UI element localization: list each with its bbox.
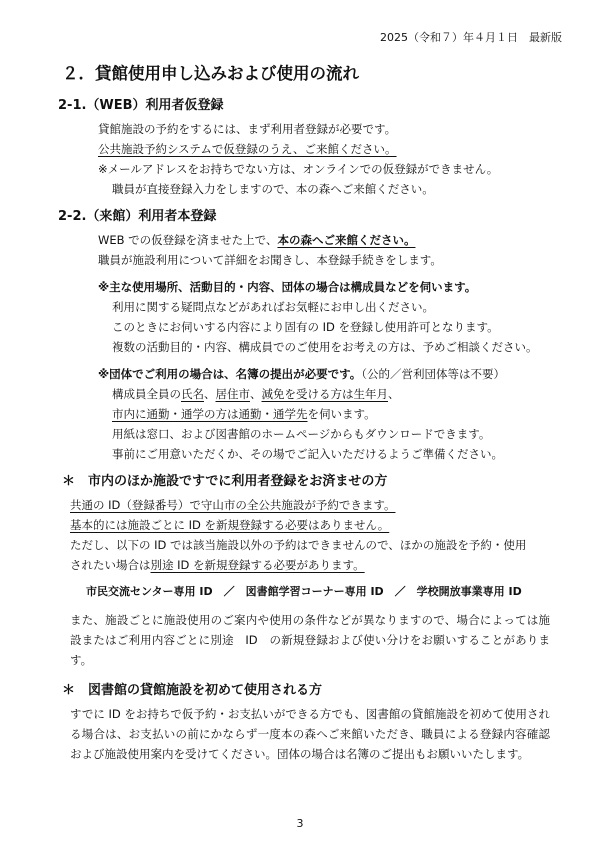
note2-title xyxy=(98,366,505,382)
note2-line1-c: 、 xyxy=(204,387,216,401)
note2-line2-rest: を伺います。 xyxy=(307,407,376,421)
other-facilities-line4 xyxy=(70,557,365,573)
other-facilities-line3: ただし、以下の ID では該当施設以外の予約はできませんので、ほかの施設を予約・使用 xyxy=(70,538,527,552)
section-2-2-line1-emphasis: 本の森へご来館ください。 xyxy=(277,233,416,247)
section-2-2-line1-text: WEB での仮登録を済ませた上で、 xyxy=(98,233,278,247)
note2-title-bold: ※団体でご利用の場合は、名簿の提出が必要です。 xyxy=(98,367,362,381)
dedicated-id-list: 市民交流センター専用 ID ／ 図書館学習コーナー専用 ID ／ 学校開放事業専用 ID xyxy=(86,585,522,598)
section-2-1-heading: 2-1.（WEB）利用者仮登録 xyxy=(58,98,224,113)
note2-line2-commute: 市内に通勤・通学の方は通勤・通学先 xyxy=(112,407,308,421)
note2-title-rest: （公的／営利団体等は不要） xyxy=(361,367,506,381)
note2-line1-g: 、 xyxy=(388,387,400,401)
note1-line3: 複数の活動目的・内容、構成員でのご使用をお考えの方は、予めご相談ください。 xyxy=(112,340,538,354)
note2-line2 xyxy=(112,406,376,422)
note2-line1-a: 構成員全員の xyxy=(112,387,181,401)
note1-title: ※主な使用場所、活動目的・内容、団体の場合は構成員などを伺います。 xyxy=(98,280,477,294)
note2-line1 xyxy=(112,386,400,402)
document-date: 2025（令和７）年４月１日 最新版 xyxy=(380,31,562,44)
page-number: 3 xyxy=(296,817,304,830)
first-time-heading: ＊ 図書館の貸館施設を初めて使用される方 xyxy=(62,683,323,698)
section-2-2-line1 xyxy=(98,232,415,248)
section-2-2-heading: 2-2.（来館）利用者本登録 xyxy=(58,209,217,224)
note2-line4: 事前にご用意いただくか、その場でご記入いただけるようご準備ください。 xyxy=(112,447,503,461)
note2-line3: 用紙は窓口、および図書館のホームページからもダウンロードできます。 xyxy=(112,427,491,441)
other-facilities-line4-a: されたい場合は xyxy=(70,558,151,572)
other-facilities-heading: ＊ 市内のほか施設ですでに利用者登録をお済ませの方 xyxy=(62,474,388,489)
note2-line1-e: 、 xyxy=(250,387,262,401)
note1-line1: 利用に関する疑問点などがあればお気軽にお申し出ください。 xyxy=(112,300,434,314)
other-facilities-line2: 基本的には施設ごとに ID を新規登録する必要はありません。 xyxy=(70,518,390,532)
note2-line1-name: 氏名 xyxy=(181,387,204,401)
other-facilities-line1: 共通の ID（登録番号）で守山市の全公共施設が予約できます。 xyxy=(70,498,396,512)
section-2-1-line2: 公共施設予約システムで仮登録のうえ、ご来館ください。 xyxy=(98,142,397,156)
note2-line1-birth: 減免を受ける方は生年月 xyxy=(261,387,388,401)
section-2-1-note: ※メールアドレスをお持ちでない方は、オンラインでの仮登録ができません。 xyxy=(98,162,499,176)
section-2-2-line2: 職員が施設利用について詳細をお聞きし、本登録手続きをします。 xyxy=(98,253,442,267)
note2-line1-city: 居住市 xyxy=(215,387,250,401)
note1-line2: このときにお伺いする内容により固有の ID を登録し使用許可となります。 xyxy=(112,320,499,334)
other-facilities-line4-b: 別途 ID を新規登録する必要があります。 xyxy=(150,558,365,572)
other-facilities-paragraph: また、施設ごとに施設使用のご案内や使用の条件などが異なりますので、場合によっては施設またはご利用内容ごとに別途 ID の新規登録および使い分けをお願いすることがあります。 xyxy=(70,613,550,667)
first-time-paragraph: すでに ID をお持ちで仮予約・お支払いができる方でも、図書館の貸館施設を初めて使用される場合は、お支払いの前にかならず一度本の森へご来館いただき、職員による登録内容確認および施設使用案内を受けてください。団体の場合は名簿のご提出もお願いいたします。 xyxy=(70,707,550,761)
section-2-1-line1: 貸館施設の予約をするには、まず利用者登録が必要です。 xyxy=(98,122,397,136)
section-2-1-note-line2: 職員が直接登録入力をしますので、本の森へご来館ください。 xyxy=(112,182,434,196)
page-title: ２．貸館使用申し込みおよび使用の流れ xyxy=(62,64,359,83)
